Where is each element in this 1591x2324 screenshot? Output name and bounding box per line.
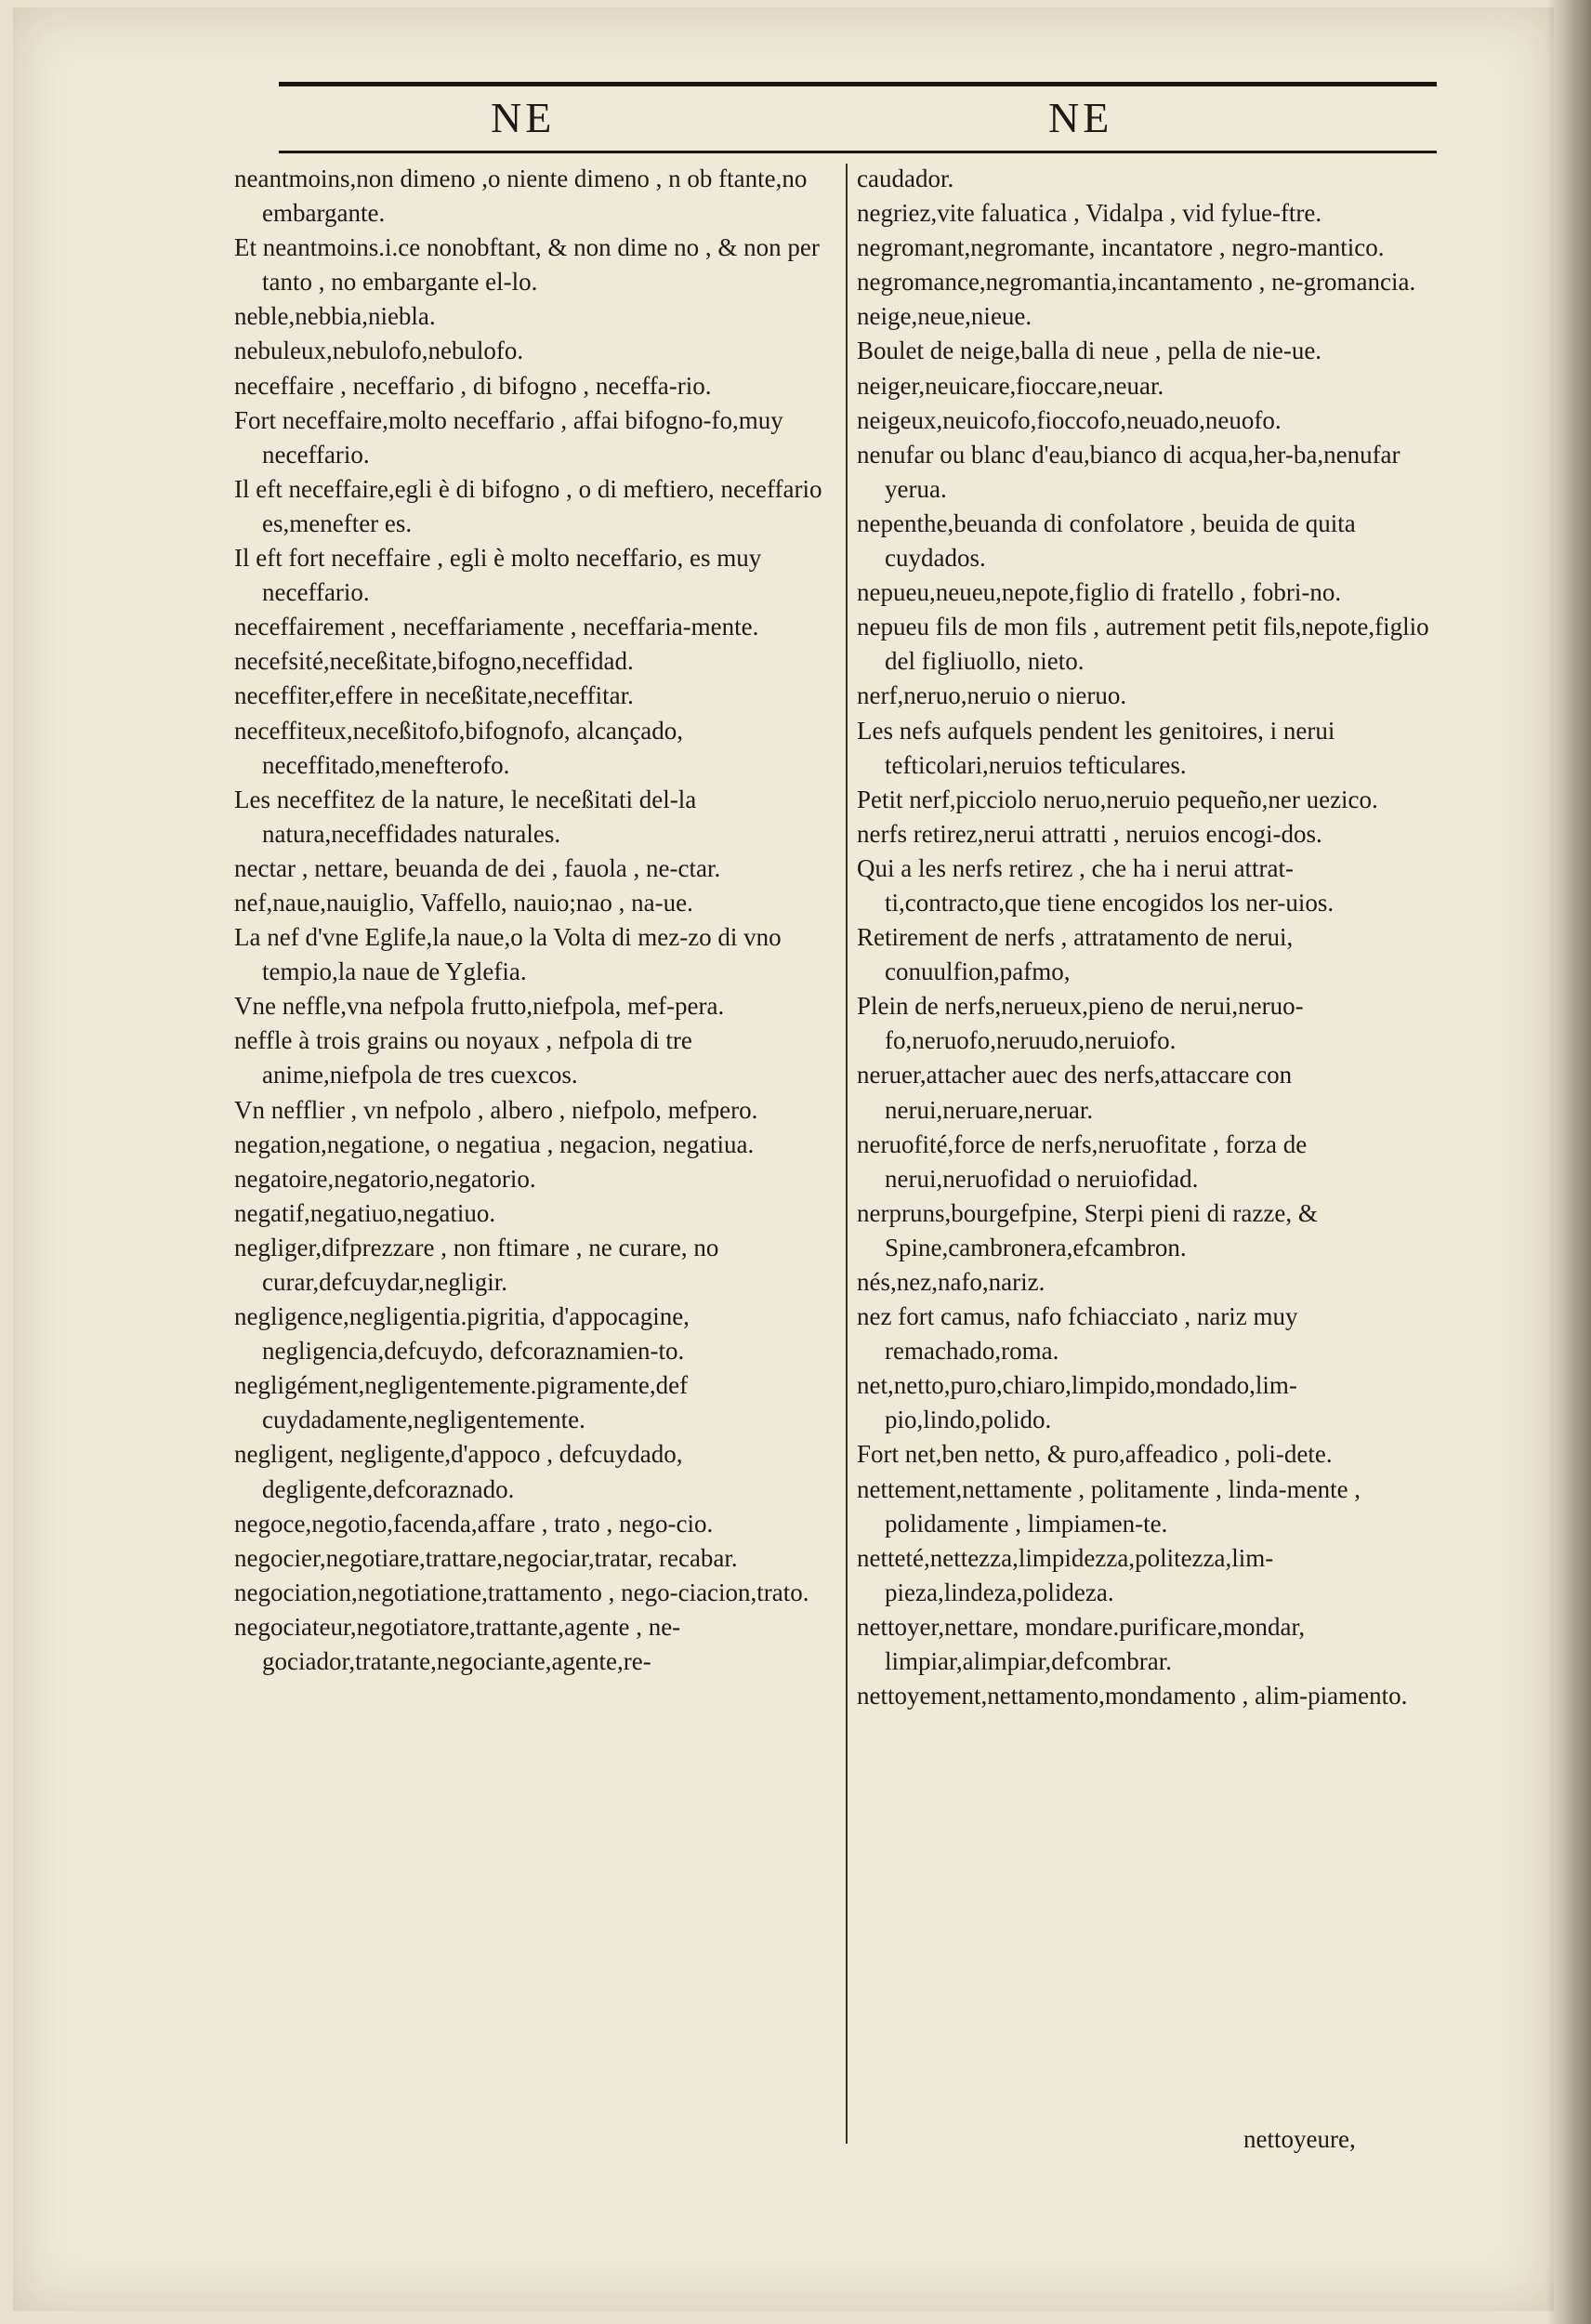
- dictionary-entry: negromant,negromante, incantatore , negro-mantico.: [857, 233, 1385, 262]
- dictionary-entry: negligent, negligente,d'appoco , defcuydado, degligente,defcoraznado.: [234, 1440, 683, 1503]
- running-head-right: NE: [1048, 94, 1113, 141]
- dictionary-entry: neruer,attacher auec des nerfs,attaccare con nerui,neruare,neruar.: [857, 1061, 1293, 1124]
- dictionary-entry: nepenthe,beuanda di confolatore , beuida de quita cuydados.: [857, 508, 1356, 573]
- dictionary-entry: nepueu fils de mon fils , autrement petit fils,nepote,figlio del figliuollo, nieto.: [857, 613, 1429, 676]
- dictionary-entry: nettement,nettamente , politamente , linda-mente , polidamente , limpiamen-te.: [857, 1474, 1361, 1538]
- dictionary-entry: nenufar ou blanc d'eau,bianco di acqua,her-ba,nenufar yerua.: [857, 440, 1400, 503]
- dictionary-entry: nez fort camus, nafo fchiacciato , nariz muy remachado,roma.: [857, 1302, 1298, 1366]
- binding-gutter-shadow: [1546, 0, 1591, 2324]
- dictionary-entry: negromance,negromantia,incantamento , ne-gromancia.: [857, 268, 1416, 297]
- dictionary-entry: nerpruns,bourgefpine, Sterpi pieni di razze, & Spine,cambronera,efcambron.: [857, 1198, 1318, 1261]
- dictionary-entry: Il eft neceffaire,egli è di bifogno , o di meftiero, neceffario es,menefter es.: [234, 474, 822, 537]
- dictionary-entry: nebuleux,nebulofo,nebulofo.: [234, 337, 524, 365]
- dictionary-entry: negatoire,negatorio,negatorio.: [234, 1164, 536, 1193]
- dictionary-entry: negociation,negotiatione,trattamento , nego-ciacion,trato.: [234, 1578, 809, 1606]
- dictionary-entry: Il eft fort neceffaire , egli è molto neceffario, es muy neceffario.: [234, 544, 762, 607]
- right-column: [857, 162, 1440, 1713]
- dictionary-entry: neceffairement , neceffariamente , neceffaria-mente.: [234, 613, 759, 641]
- dictionary-entry: negliger,difprezzare , non ftimare , ne curare, no curar,defcuydar,negligir.: [234, 1233, 719, 1296]
- dictionary-entry: Et neantmoins.i.ce nonobftant, & non dime no , & non per tanto , no embargante el-lo.: [234, 233, 820, 297]
- dictionary-entry: negriez,vite faluatica , Vidalpa , vid fylue-ftre.: [857, 199, 1322, 228]
- left-column: [234, 162, 825, 1679]
- dictionary-entry: neble,nebbia,niebla.: [234, 302, 436, 331]
- dictionary-entry: neantmoins,non dimeno ,o niente dimeno , n ob ftante,no embargante.: [234, 165, 808, 228]
- dictionary-entry: necefsité,neceßitate,bifogno,neceffidad.: [234, 647, 634, 676]
- dictionary-entry: nectar , nettare, beuanda de dei , fauola , ne-ctar.: [234, 853, 721, 882]
- dictionary-entry: Les neceffitez de la nature, le neceßitati del-la natura,neceffidades naturales.: [234, 785, 697, 848]
- dictionary-entry: neffle à trois grains ou noyaux , nefpola di tre anime,niefpola de tres cuexcos.: [234, 1026, 692, 1089]
- dictionary-entry: neruofité,force de nerfs,neruofitate , forza de nerui,neruofidad o neruiofidad.: [857, 1129, 1308, 1193]
- dictionary-entry: neceffiteux,neceßitofo,bifognofo, alcançado, neceffitado,menefterofo.: [234, 716, 684, 779]
- dictionary-entry: Vne neffle,vna nefpola frutto,niefpola, mef-pera.: [234, 992, 725, 1021]
- dictionary-entry: nerfs retirez,nerui attratti , neruios encogi-dos.: [857, 819, 1322, 848]
- dictionary-entry: La nef d'vne Eglife,la naue,o la Volta di mez-zo di vno tempio,la naue de Yglefia.: [234, 923, 782, 986]
- dictionary-entry: negatif,negatiuo,negatiuo.: [234, 1198, 496, 1227]
- dictionary-entry: Retirement de nerfs , attratamento de nerui, conuulfion,pafmo,: [857, 923, 1294, 986]
- catchword: nettoyeure,: [1243, 2125, 1356, 2153]
- dictionary-entry: nés,nez,nafo,nariz.: [857, 1268, 1045, 1296]
- dictionary-entry: nerf,neruo,neruio o nieruo.: [857, 681, 1127, 710]
- dictionary-entry: nettoyer,nettare, mondare.purificare,mondar, limpiar,alimpiar,defcombrar.: [857, 1612, 1306, 1676]
- dictionary-entry: Boulet de neige,balla di neue , pella de nie-ue.: [857, 337, 1322, 365]
- dictionary-entry: nettoyement,nettamento,mondamento , alim-piamento.: [857, 1682, 1408, 1710]
- dictionary-entry: net,netto,puro,chiaro,limpido,mondado,lim-pio,lindo,polido.: [857, 1371, 1297, 1434]
- dictionary-entry: negligence,negligentia.pigritia, d'appocagine, negligencia,defcuydo, defcoraznamien-to.: [234, 1302, 690, 1366]
- dictionary-entry: negation,negatione, o negatiua , negacion, negatiua.: [234, 1129, 755, 1158]
- dictionary-entry: negoce,negotio,facenda,affare , trato , nego-cio.: [234, 1509, 714, 1538]
- dictionary-entry: Petit nerf,picciolo neruo,neruio pequeño,ner uezico.: [857, 785, 1378, 813]
- dictionary-entry: neige,neue,nieue.: [857, 302, 1032, 331]
- dictionary-entry: negocier,negotiare,trattare,negociar,tratar, recabar.: [234, 1543, 738, 1572]
- running-head-left: NE: [491, 94, 556, 141]
- dictionary-entry: Qui a les nerfs retirez , che ha i nerui attrat-ti,contracto,que tiene encogidos los ner-uios.: [857, 853, 1335, 917]
- dictionary-entry: negligément,negligentemente.pigramente,def cuydadamente,negligentemente.: [234, 1371, 689, 1434]
- dictionary-entry: neigeux,neuicofo,fioccofo,neuado,neuofo.: [857, 405, 1282, 434]
- dictionary-entry: Fort net,ben netto, & puro,affeadico , poli-dete.: [857, 1440, 1333, 1469]
- dictionary-entry: neiger,neuicare,fioccare,neuar.: [857, 371, 1164, 400]
- dictionary-entry: caudador.: [857, 165, 954, 192]
- dictionary-entry: negociateur,negotiatore,trattante,agente , ne-gociador,tratante,negociante,agente,re-: [234, 1612, 681, 1676]
- dictionary-entry: Plein de nerfs,nerueux,pieno de nerui,neruo-fo,neruofo,neruudo,neruiofo.: [857, 992, 1304, 1055]
- dictionary-entry: Les nefs aufquels pendent les genitoires, i nerui tefticolari,neruios tefticulares.: [857, 716, 1335, 779]
- dictionary-entry: nef,naue,nauiglio, Vaffello, nauio;nao , na-ue.: [234, 888, 693, 917]
- dictionary-entry: Vn nefflier , vn nefpolo , albero , niefpolo, mefpero.: [234, 1095, 758, 1124]
- dictionary-entry: neceffaire , neceffario , di bifogno , neceffa-rio.: [234, 371, 712, 400]
- header-top-rule: [279, 82, 1437, 86]
- column-divider: [846, 164, 848, 2144]
- dictionary-entry: netteté,nettezza,limpidezza,politezza,lim-pieza,lindeza,polideza.: [857, 1543, 1274, 1606]
- dictionary-entry: nepueu,neueu,nepote,figlio di fratello , fobri-no.: [857, 578, 1342, 607]
- dictionary-entry: Fort neceffaire,molto neceffario , affai bifogno-fo,muy neceffario.: [234, 405, 783, 469]
- dictionary-entry: neceffiter,effere in neceßitate,neceffitar.: [234, 681, 634, 710]
- header-bottom-rule: [279, 151, 1437, 153]
